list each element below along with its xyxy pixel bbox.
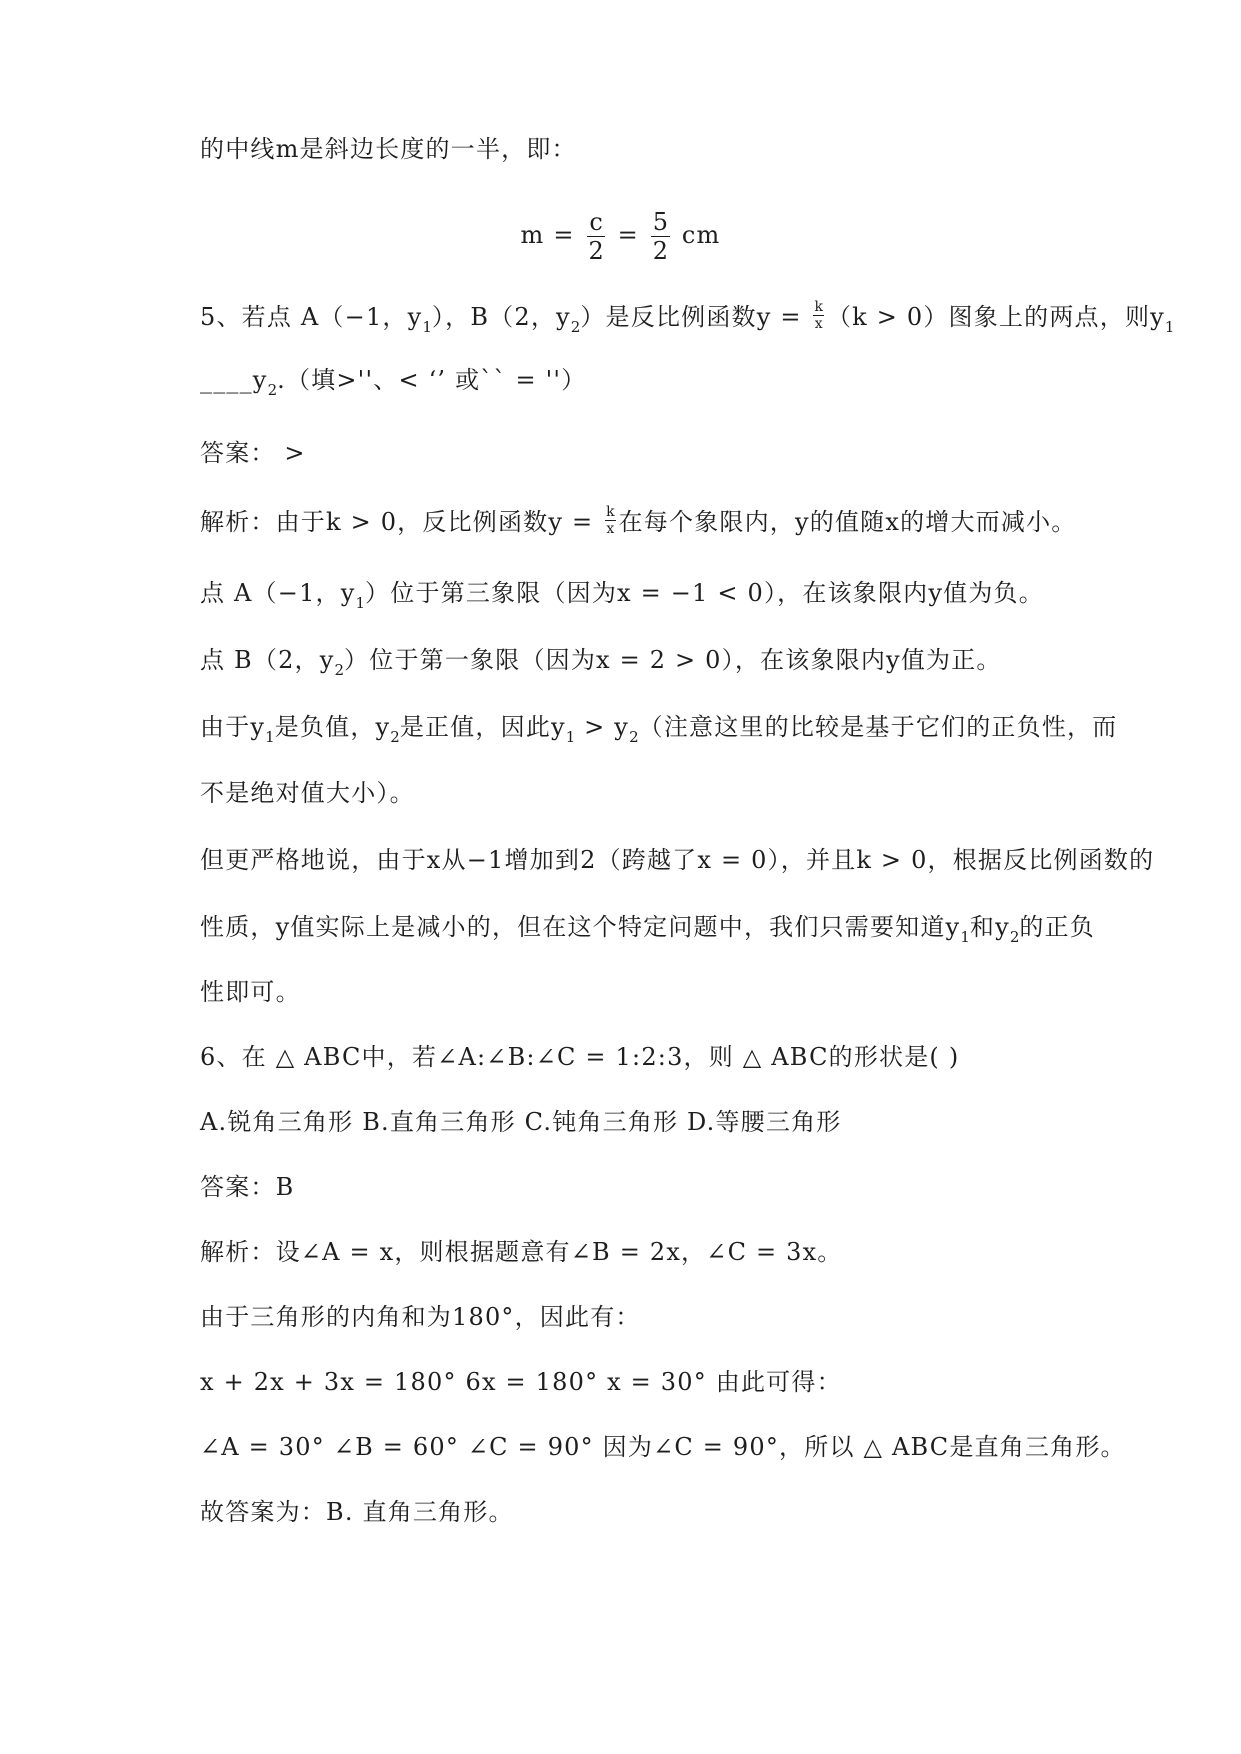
q5-blank-text: ____y: [200, 366, 268, 394]
question-6-answer: 答案：B: [200, 1173, 295, 1201]
strict-line-2: [200, 910, 1095, 947]
fraction-denominator: 2: [588, 237, 604, 265]
q5-text: （k > 0）图象上的两点，则y: [826, 303, 1165, 331]
fraction-denominator: 2: [652, 237, 669, 265]
comparison-text: （注意这里的比较是基于它们的正负性，而: [638, 713, 1118, 741]
formula-unit: cm: [681, 221, 721, 249]
q5-text: ），B（2，y: [431, 303, 571, 331]
subscript: 2: [390, 728, 400, 746]
fraction-numerator: k: [814, 299, 823, 315]
formula-eq2: =: [617, 221, 639, 249]
fraction-numerator: 5: [652, 208, 669, 236]
strict-line-3: 性即可。: [200, 978, 301, 1006]
fraction-denominator: x: [606, 521, 615, 537]
fraction-numerator: c: [589, 208, 603, 236]
strict-line-1: 但更严格地说，由于x从−1增加到2（跨越了x = 0），并且k > 0，根据反比例函数的: [200, 846, 1155, 874]
equation-line: x + 2x + 3x = 180° 6x = 180° x = 30° 由此可得：: [200, 1368, 842, 1396]
question-6-options: A.锐角三角形 B.直角三角形 C.钝角三角形 D.等腰三角形: [200, 1108, 842, 1136]
fraction-numerator: k: [606, 504, 615, 520]
point-a-text: ）位于第三象限（因为x = −1 < 0），在该象限内y值为负。: [365, 579, 1044, 607]
angle-sum-line: 由于三角形的内角和为180°，因此有：: [200, 1303, 641, 1331]
formula-lhs: m: [520, 221, 545, 249]
median-formula: [0, 210, 1241, 263]
q5-subscript: 2: [570, 318, 581, 336]
q5-subscript: 1: [1164, 318, 1175, 336]
subscript: 2: [629, 728, 639, 746]
q5-subscript: 2: [267, 381, 278, 399]
analysis-fraction-k-over-x: [605, 505, 615, 536]
subscript: 1: [265, 728, 275, 746]
comparison-text: > y: [575, 713, 630, 741]
question-5-answer: 答案： >: [200, 439, 306, 467]
intro-line: 的中线m是斜边长度的一半，即：: [200, 135, 577, 163]
final-answer: 故答案为：B. 直角三角形。: [200, 1498, 514, 1526]
comparison-text: 是负值，y: [274, 713, 391, 741]
subscript: 2: [334, 661, 345, 679]
q5-subscript: 1: [422, 318, 432, 336]
q5-text: ）是反比例函数y =: [580, 303, 811, 331]
subscript: 1: [565, 728, 576, 746]
strict-text: 的正负: [1019, 913, 1095, 941]
point-b-text: ）位于第一象限（因为x = 2 > 0），在该象限内y值为正。: [344, 646, 1002, 674]
question-5-analysis: [200, 505, 1077, 539]
subscript: 1: [355, 594, 366, 612]
point-a-line: [200, 576, 1044, 613]
analysis-text: 解析：由于k > 0，反比例函数y =: [200, 508, 603, 536]
comparison-line: [200, 710, 1117, 747]
comparison-text: 由于y: [200, 713, 266, 741]
formula-fraction-c-over-2: [586, 210, 605, 263]
fraction-denominator: x: [814, 316, 823, 332]
q5-fraction-k-over-x: [813, 300, 823, 331]
subscript: 2: [1009, 928, 1020, 946]
point-a-text: 点 A（−1，y: [200, 579, 356, 607]
strict-text: 性质，y值实际上是减小的，但在这个特定问题中，我们只需要知道y: [200, 913, 961, 941]
point-b-line: [200, 643, 1002, 680]
question-6: 6、在 △ ABC中，若∠A:∠B:∠C = 1:2:3，则 △ ABC的形状是( ): [200, 1043, 960, 1071]
formula-fraction-5-over-2: [651, 210, 670, 263]
strict-text: 和y: [969, 913, 1010, 941]
q5-fill-instruction: .（填>''、< ‘’ 或`` = ''）: [277, 366, 587, 394]
q5-text: 5、若点 A（−1，y: [200, 303, 423, 331]
point-b-text: 点 B（2，y: [200, 646, 335, 674]
analysis-text: 在每个象限内，y的值随x的增大而减小。: [618, 508, 1077, 536]
comparison-text: 是正值，因此y: [399, 713, 566, 741]
formula-eq1: =: [553, 221, 575, 249]
question-5-line-1: [200, 300, 1174, 337]
question-6-analysis: 解析：设∠A = x，则根据题意有∠B = 2x，∠C = 3x。: [200, 1238, 843, 1266]
comparison-continued: 不是绝对值大小）。: [200, 779, 415, 807]
angles-line: ∠A = 30° ∠B = 60° ∠C = 90° 因为∠C = 90°，所以 △ ABC是直角三角形。: [200, 1433, 1126, 1461]
subscript: 1: [960, 928, 970, 946]
question-5-line-2: [200, 363, 586, 400]
